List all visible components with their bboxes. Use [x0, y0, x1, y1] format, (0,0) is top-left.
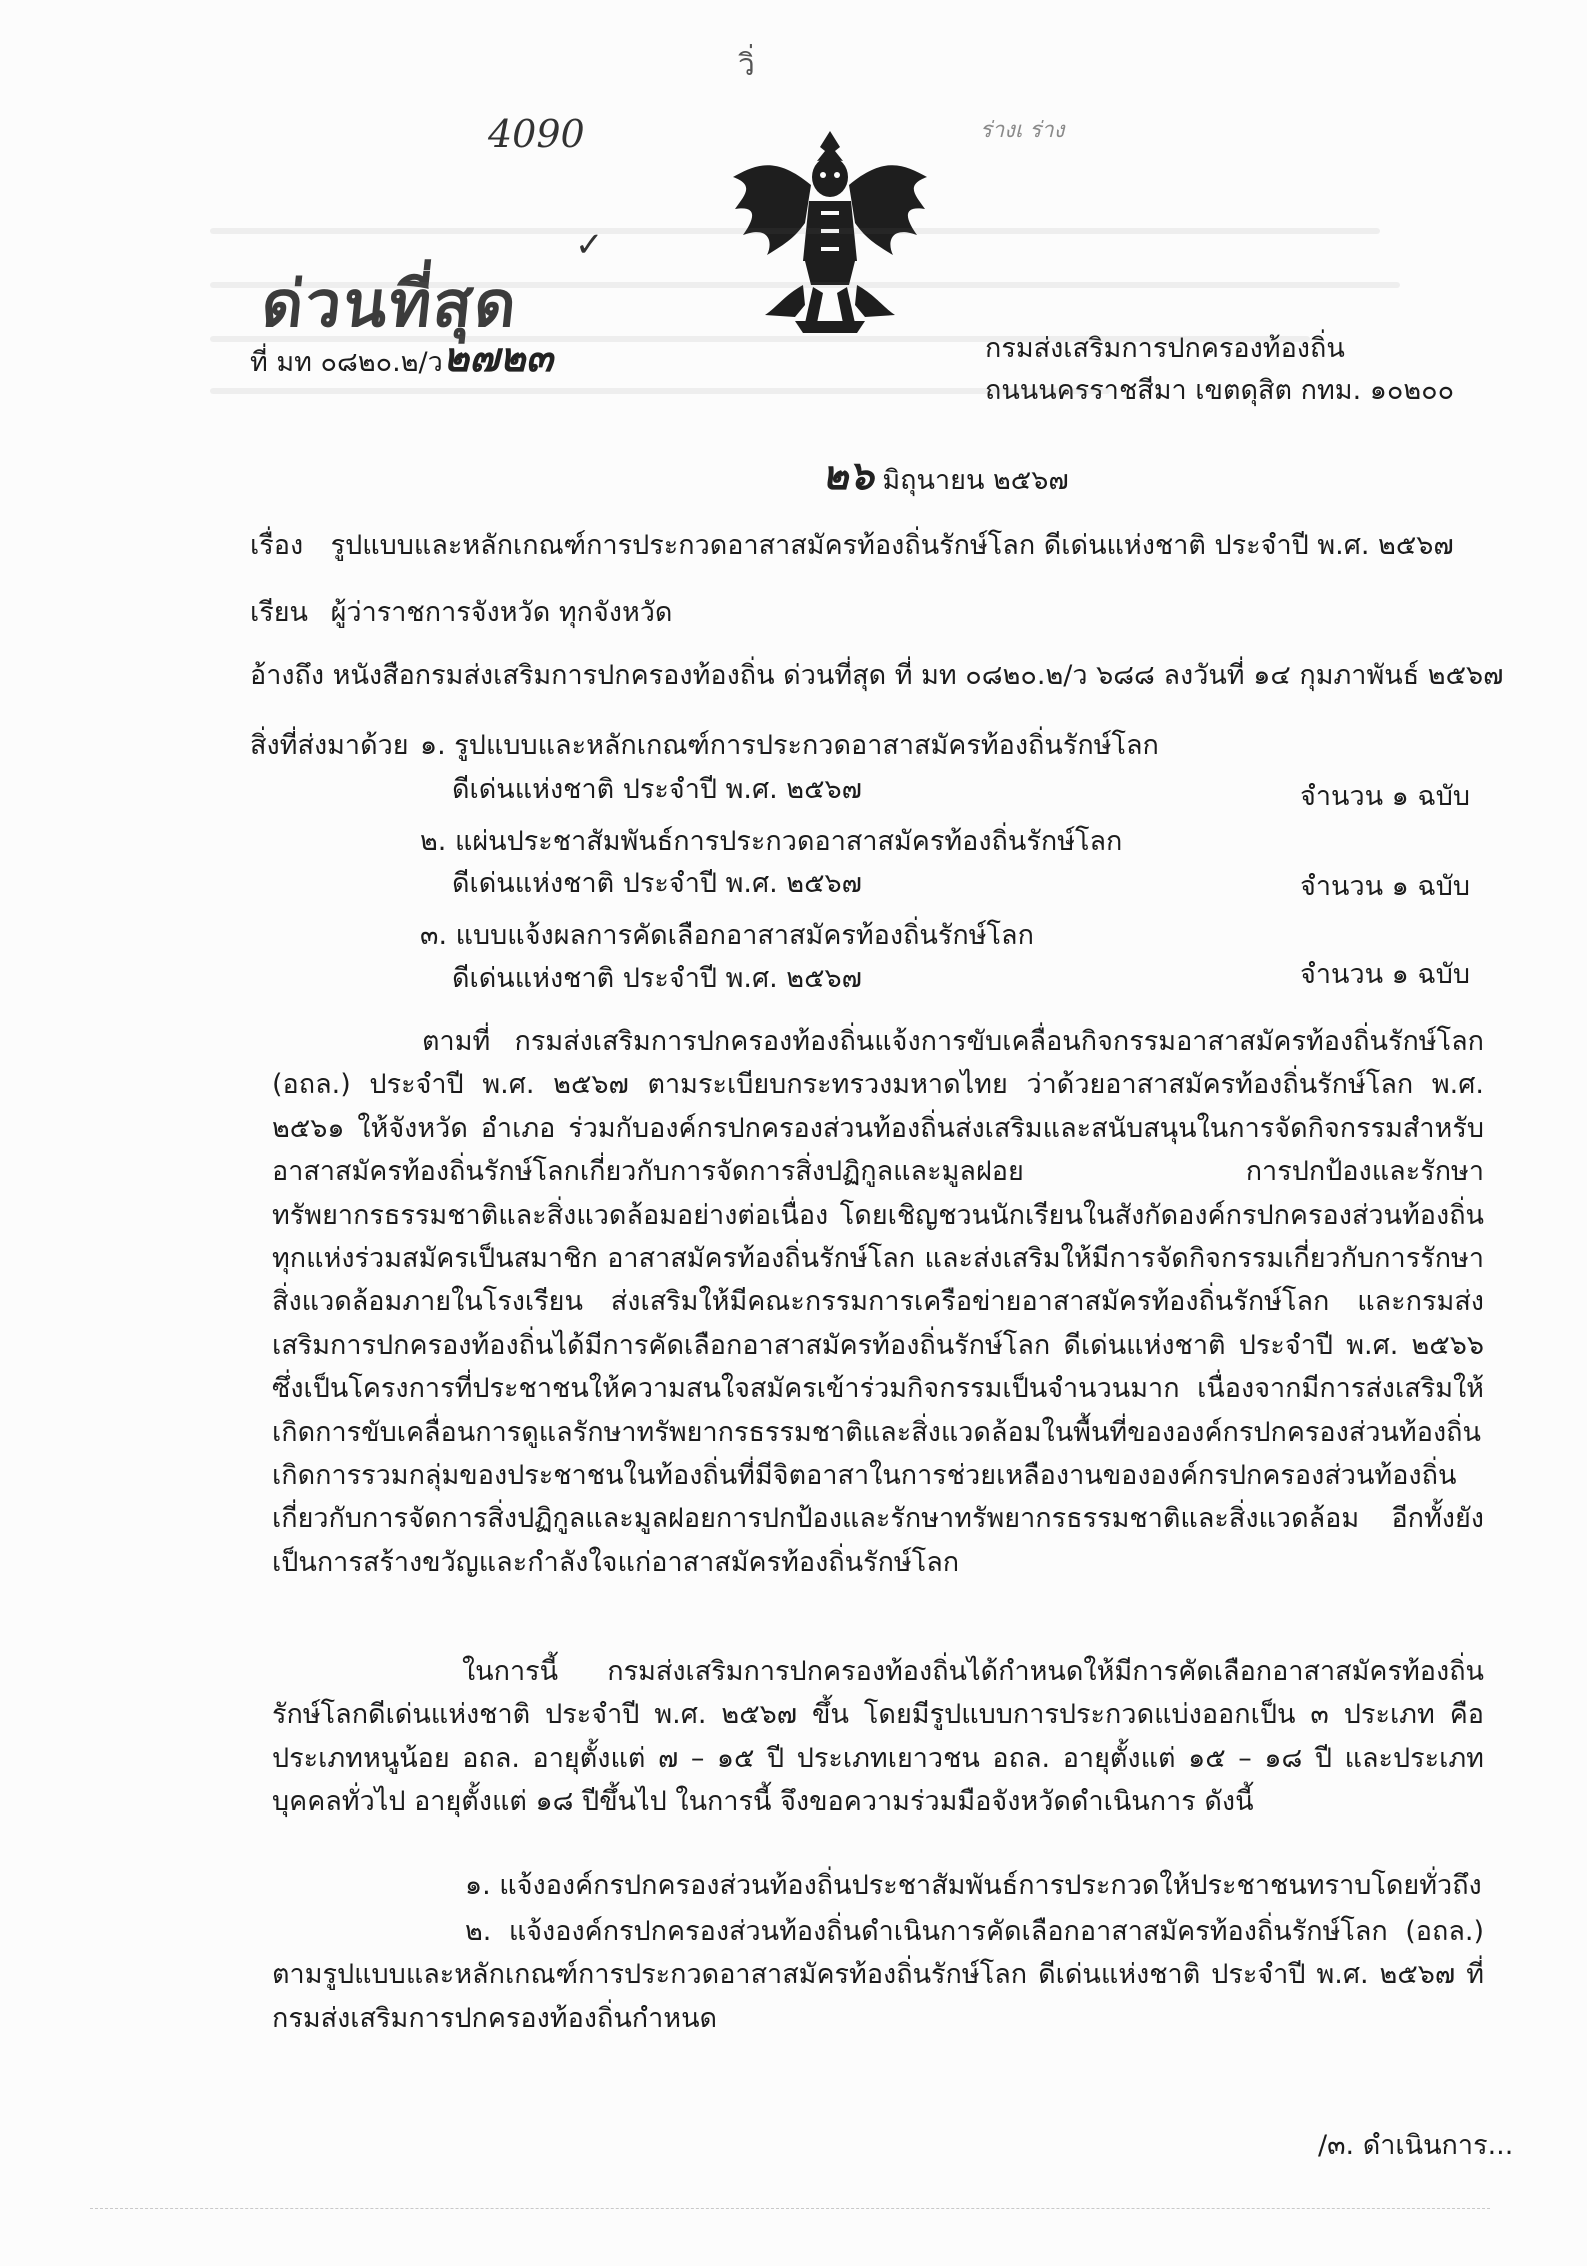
salutation-text: ผู้ว่าราชการจังหวัด ทุกจังหวัด [330, 597, 673, 628]
enclosure-3-qty: จำนวน ๑ ฉบับ [1300, 959, 1471, 990]
action-item-1: ๑. แจ้งองค์กรปกครองส่วนท้องถิ่นประชาสัมพันธ์การประกวดให้ประชาชนทราบโดยทั่วถึง [465, 1870, 1482, 1901]
enclosure-2-qty: จำนวน ๑ ฉบับ [1300, 871, 1471, 902]
subject-label: เรื่อง [250, 530, 304, 561]
agency-address: ถนนนครราชสีมา เขตดุสิต กทม. ๑๐๒๐๐ [985, 375, 1455, 406]
bleed-through-line [210, 228, 1380, 234]
body-paragraph-1 [272, 1020, 1484, 1584]
date-month-year: มิถุนายน ๒๕๖๗ [882, 465, 1069, 496]
enclosure-2-line1: ๒. แผ่นประชาสัมพันธ์การประกวดอาสาสมัครท้องถิ่นรักษ์โลก [420, 826, 1123, 857]
enclosure-3-line1: ๓. แบบแจ้งผลการคัดเลือกอาสาสมัครท้องถิ่นรักษ์โลก [420, 920, 1034, 951]
action-item-2-text: ๒. แจ้งองค์กรปกครองส่วนท้องถิ่นดำเนินการคัดเลือกอาสาสมัครท้องถิ่นรักษ์โลก (อถล.) ตามรูปแบบและหลักเกณฑ์การประกวดอาสาสมัครท้องถิ่นรักษ์โลก ดีเด่นแห่งชาติ ประจำปี พ.ศ. ๒๕๖๗ ที่กรมส่งเสริมการปกครองท้องถิ่นกำหนด [272, 1916, 1484, 2034]
enclosures-label: สิ่งที่ส่งมาด้วย [250, 730, 409, 761]
body-paragraph-2 [272, 1650, 1484, 1824]
top-scribble: ร่างเ ร่าง [980, 118, 1065, 143]
body-paragraph-1-text: ตามที่ กรมส่งเสริมการปกครองท้องถิ่นแจ้งการขับเคลื่อนกิจกรรมอาสาสมัครท้องถิ่นรักษ์โลก (อถล.) ประจำปี พ.ศ. ๒๕๖๗ ตามระเบียบกระทรวงมหาดไทย ว่าด้วยอาสาสมัครท้องถิ่นรักษ์โลก พ.ศ. ๒๕๖๑ ให้จังหวัด อำเภอ ร่วมกับองค์กรปกครองส่วนท้องถิ่นส่งเสริมและสนับสนุนในการจัดกิจกรรมสำหรับอาสาสมัครท้องถิ่นรักษ์โลกเกี่ยวกับการจัดการสิ่งปฏิกูลและมูลฝอย การปกป้องและรักษาทรัพยากรธรรมชาติและสิ่งแวดล้อมอย่างต่อเนื่อง โดยเชิญชวนนักเรียนในสังกัดองค์กรปกครองส่วนท้องถิ่นทุกแห่งร่วมสมัครเป็นสมาชิก อาสาสมัครท้องถิ่นรักษ์โลก และส่งเสริมให้มีการจัดกิจกรรมเกี่ยวกับการรักษาสิ่งแวดล้อมภายในโรงเรียน ส่งเสริมให้มีคณะกรรมการเครือข่ายอาสาสมัครท้องถิ่นรักษ์โลก และกรมส่งเสริมการปกครองท้องถิ่นได้มีการคัดเลือกอาสาสมัครท้องถิ่นรักษ์โลก ดีเด่นแห่งชาติ ประจำปี พ.ศ. ๒๕๖๖ ซึ่งเป็นโครงการที่ประชาชนให้ความสนใจสมัครเข้าร่วมกิจกรรมเป็นจำนวนมาก เนื่องจากมีการส่งเสริมให้เกิดการขับเคลื่อนการดูแลรักษาทรัพยากรธรรมชาติและสิ่งแวดล้อมในพื้นที่ขององค์กรปกครองส่วนท้องถิ่นเกิดการรวมกลุ่มของประชาชนในท้องถิ่นที่มีจิตอาสาในการช่วยเหลืองานขององค์กรปกครองส่วนท้องถิ่น เกี่ยวกับการจัดการสิ่งปฏิกูลและมูลฝอยการปกป้องและรักษาทรัพยากรธรรมชาติและสิ่งแวดล้อม อีกทั้งยังเป็นการสร้างขวัญและกำลังใจแก่อาสาสมัครท้องถิ่นรักษ์โลก [272, 1026, 1484, 1578]
enclosure-1-line1: ๑. รูปแบบและหลักเกณฑ์การประกวดอาสาสมัครท้องถิ่นรักษ์โลก [420, 730, 1159, 761]
date-day-handwritten: ๒๖ [822, 452, 874, 499]
agency-name: กรมส่งเสริมการปกครองท้องถิ่น [985, 333, 1345, 364]
footer-divider [90, 2208, 1490, 2209]
document-number-handwritten: ๒๗๒๓ [442, 334, 553, 381]
enclosure-2-line2: ดีเด่นแห่งชาติ ประจำปี พ.ศ. ๒๕๖๗ [452, 868, 862, 899]
stamp-scribble: ✓ [575, 225, 604, 265]
action-item-2 [272, 1910, 1484, 2040]
continuation-marker: /๓. ดำเนินการ... [1318, 2130, 1514, 2161]
top-mark: วิ่ [738, 48, 755, 83]
body-paragraph-2-text: ในการนี้ กรมส่งเสริมการปกครองท้องถิ่นได้กำหนดให้มีการคัดเลือกอาสาสมัครท้องถิ่นรักษ์โลกดีเด่นแห่งชาติ ประจำปี พ.ศ. ๒๕๖๗ ขึ้น โดยมีรูปแบบการประกวดแบ่งออกเป็น ๓ ประเภท คือ ประเภทหนูน้อย อถล. อายุตั้งแต่ ๗ – ๑๕ ปี ประเภทเยาวชน อถล. อายุตั้งแต่ ๑๕ – ๑๘ ปี และประเภทบุคคลทั่วไป อายุตั้งแต่ ๑๘ ปีขึ้นไป ในการนี้ จึงขอความร่วมมือจังหวัดดำเนินการ ดังนี้ [272, 1656, 1484, 1818]
subject-line [250, 530, 1454, 562]
document-number-prefix: ที่ มท ๐๘๒๐.๒/ว [250, 347, 443, 378]
enclosure-1-line2: ดีเด่นแห่งชาติ ประจำปี พ.ศ. ๒๕๖๗ [452, 774, 862, 805]
handwritten-receipt-number: 4090 [488, 112, 585, 156]
subject-text: รูปแบบและหลักเกณฑ์การประกวดอาสาสมัครท้องถิ่นรักษ์โลก ดีเด่นแห่งชาติ ประจำปี พ.ศ. ๒๕๖๗ [330, 530, 1454, 561]
salutation-label: เรียน [250, 597, 309, 628]
reference-line: อ้างถึง หนังสือกรมส่งเสริมการปกครองท้องถิ่น ด่วนที่สุด ที่ มท ๐๘๒๐.๒/ว ๖๘๘ ลงวันที่ ๑๔ กุมภาพันธ์ ๒๕๖๗ [250, 660, 1504, 691]
enclosure-1-qty: จำนวน ๑ ฉบับ [1300, 781, 1471, 812]
bleed-through-line [210, 336, 1310, 342]
document-date [822, 452, 1069, 500]
salutation-line [250, 597, 672, 629]
enclosure-3-line2: ดีเด่นแห่งชาติ ประจำปี พ.ศ. ๒๕๖๗ [452, 963, 862, 994]
urgency-stamp: ด่วนที่สุด [258, 267, 522, 342]
bleed-through-line [210, 388, 1110, 394]
bleed-through-line [210, 282, 1400, 288]
